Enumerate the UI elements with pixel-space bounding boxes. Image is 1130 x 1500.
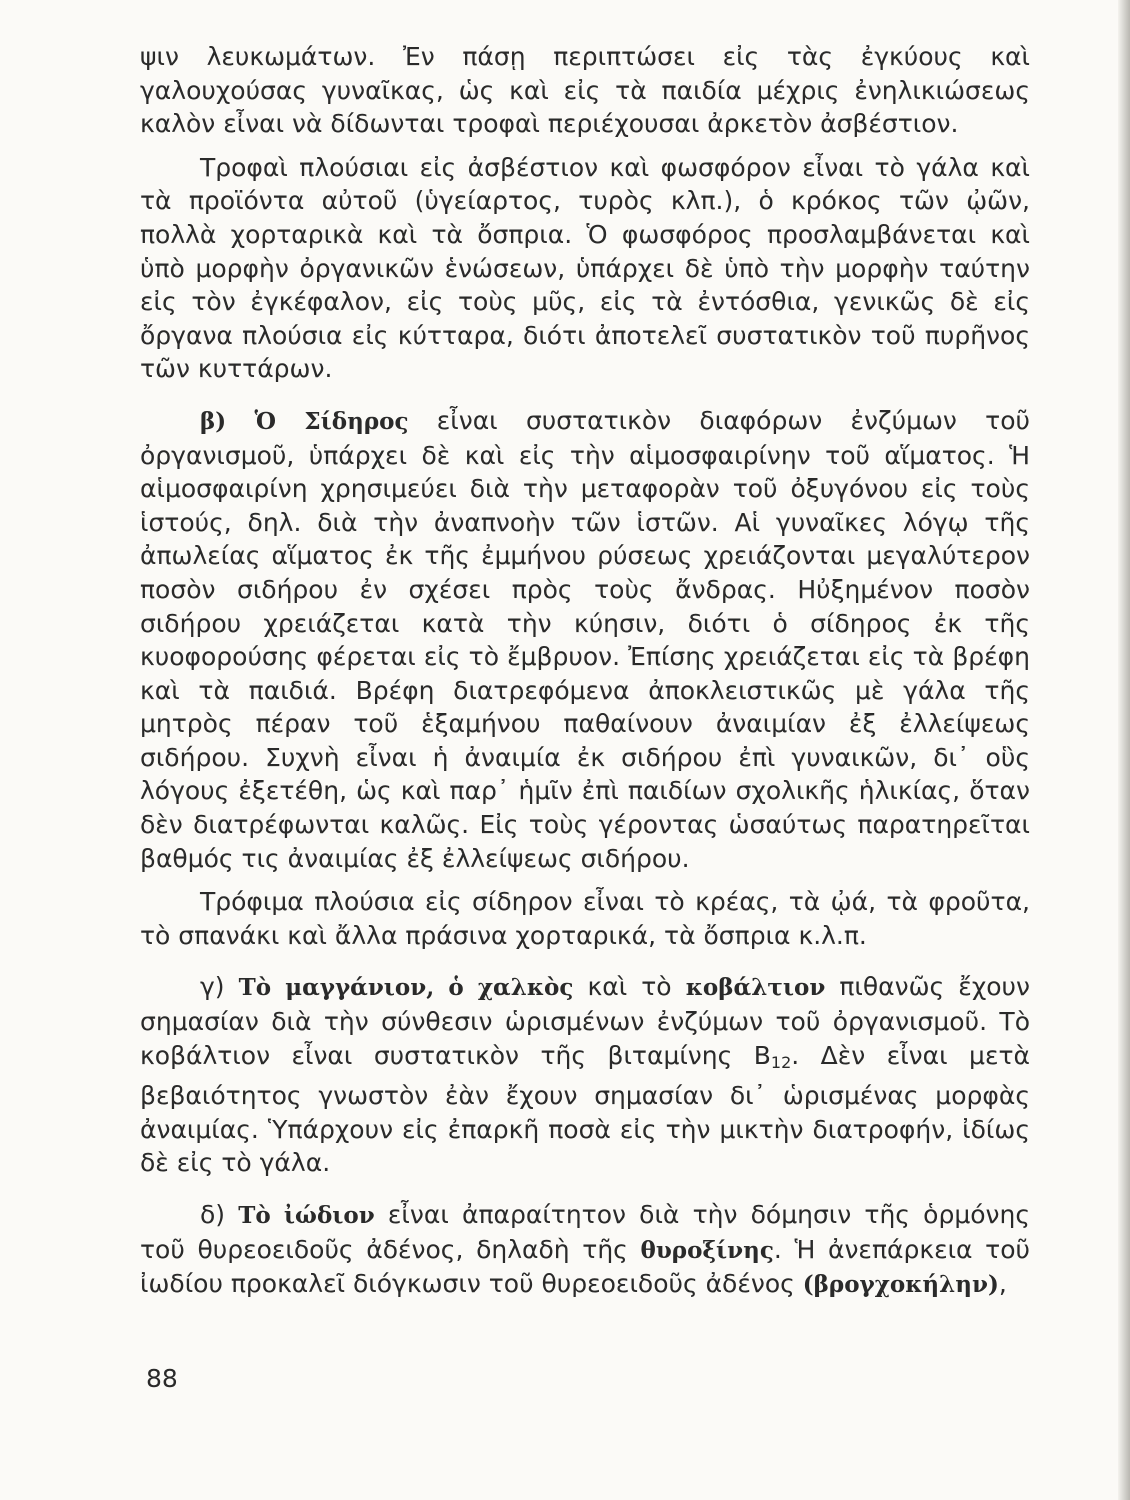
- section-heading-iron: β) Ὁ Σίδηρος: [200, 407, 409, 435]
- term-thyroxine: θυροξίνης: [640, 1236, 774, 1264]
- paragraph-iron-foods: Τρόφιμα πλούσια εἰς σίδηρον εἶναι τὸ κρέας, τὰ ᾠά, τὰ φροῦτα, τὸ σπανάκι καὶ ἄλλα πράσινα χορταρικά, τὰ ὄσπρια κ.λ.π.: [140, 887, 1030, 950]
- paragraph-iodine: [140, 1198, 1030, 1302]
- page-edge-shadow: [1118, 0, 1130, 1500]
- section-marker-delta: δ): [200, 1200, 239, 1229]
- paragraph-manganese-copper-cobalt: [140, 970, 1030, 1180]
- paragraph-iron: [140, 404, 1030, 875]
- paragraph-calcium-phosphorus-foods: Τροφαὶ πλούσιαι εἰς ἀσβέστιον καὶ φωσφόρον εἶναι τὸ γάλα καὶ τὰ προϊόντα αὐτοῦ (ὑγείαρτος, τυρὸς κλπ.), ὁ κρόκος τῶν ᾠῶν, πολλὰ χορταρικὰ καὶ τὰ ὄσπρια. Ὁ φωσφόρος προσλαμβάνεται καὶ ὑπὸ μορφὴν ὀργανικῶν ἑνώσεων, ὑπάρχει δὲ ὑπὸ τὴν μορφὴν ταύτην εἰς τὸν ἐγκέφαλον, εἰς τοὺς μῦς, εἰς τὰ ἐντόσθια, γενικῶς δὲ εἰς ὄργανα πλούσια εἰς κύτταρα, διότι ἀποτελεῖ συστατικὸν τοῦ πυρῆνος τῶν κυττάρων.: [140, 152, 1030, 384]
- connector-text: καὶ τὸ: [573, 972, 686, 1002]
- term-cobalt: κοβάλτιον: [685, 974, 826, 1002]
- paragraph-cobalt-text-a: πιθανῶς ἔχουν σημασίαν διὰ τὴν σύνθεσιν ὡρισμένων ἐνζύμων τοῦ ὀργανισμοῦ. Τὸ κοβάλτιον εἶναι συστατικὸν τῆς βιταμίνης B: [140, 972, 1030, 1070]
- paragraph-iron-text: εἶναι συστατικὸν διαφόρων ἐνζύμων τοῦ ὀργανισμοῦ, ὑπάρχει δὲ καὶ εἰς τὴν αἱμοσφαιρίνην τοῦ αἵματος. Ἡ αἱμοσφαιρίνη χρησιμεύει διὰ τὴν μεταφορὰν τοῦ ὀξυγόνου εἰς τοὺς ἱστούς, δηλ. διὰ τὴν ἀναπνοὴν τῶν ἱστῶν. Αἱ γυναῖκες λόγῳ τῆς ἀπωλείας αἵματος ἐκ τῆς ἐμμήνου ρύσεως χρειάζονται μεγαλύτερον ποσὸν σιδήρου ἐν σχέσει πρὸς τοὺς ἄνδρας. Ηὐξημένον ποσὸν σιδήρου χρειάζεται κατὰ τὴν κύησιν, διότι ὁ σίδηρος ἐκ τῆς κυοφορούσης φέρεται εἰς τὸ ἔμβρυον. Ἐπίσης χρειάζεται εἰς τὰ βρέφη καὶ τὰ παιδιά. Βρέφη διατρεφόμενα ἀποκλειστικῶς μὲ γάλα τῆς μητρὸς πέραν τοῦ ἑξαμήνου παθαίνουν ἀναιμίαν ἐξ ἐλλείψεως σιδήρου. Συχνὴ εἶναι ἡ ἀναιμία ἐκ σιδήρου ἐπὶ γυναικῶν, δι᾿ οὓς λόγους ἐξετέθη, ὡς καὶ παρ᾿ ἡμῖν ἐπὶ παιδίων σχολικῆς ἡλικίας, ὅταν δὲν διατρέφωνται καλῶς. Εἰς τοὺς γέροντας ὡσαύτως παρατηρεῖται βαθμός τις ἀναιμίας ἐξ ἐλλείψεως σιδήρου.: [140, 405, 1030, 873]
- paragraph-iodine-text-c: ,: [998, 1269, 1007, 1299]
- book-page: [140, 40, 1030, 1302]
- paragraph-calcium-intro: ψιν λευκωμάτων. Ἐν πάσῃ περιπτώσει εἰς τὰς ἐγκύους καὶ γαλουχούσας γυναῖκας, ὡς καὶ εἰς τὰ παιδία μέχρις ἐνηλικιώσεως καλὸν εἶναι νὰ δίδωνται τροφαὶ περιέχουσαι ἀρκετὸν ἀσβέστιον.: [140, 42, 1030, 139]
- vitamin-subscript: 12: [770, 1052, 792, 1072]
- paragraph-cobalt-text-b: . Δὲν εἶναι μετὰ βεβαιότητος γνωστὸν ἐὰν ἔχουν σημασίαν δι᾿ ὡρισμένας μορφὰς ἀναιμίας. Ὑπάρχουν εἰς ἐπαρκῆ ποσὰ εἰς τὴν μικτὴν διατροφήν, ἰδίως δὲ εἰς τὸ γάλα.: [140, 1040, 1030, 1178]
- page-number: 88: [146, 1364, 178, 1393]
- term-iodine: Τὸ ἰώδιον: [238, 1202, 375, 1229]
- term-manganese-copper: Τὸ μαγγάνιον, ὁ χαλκὸς: [238, 974, 574, 1002]
- paragraph-iodine-text-a: εἶναι ἀπαραίτητον διὰ τὴν δόμησιν τῆς ὁρμόνης τοῦ θυρεοειδοῦς ἀδένος, δηλαδὴ τῆς: [140, 1200, 1031, 1264]
- term-goiter: (βρογχοκήλην): [802, 1271, 999, 1299]
- paragraph-iodine-text-b: . Ἡ ἀνεπάρκεια τοῦ ἰωδίου προκαλεῖ διόγκωσιν τοῦ θυρεοειδοῦς ἀδένος: [140, 1234, 1030, 1299]
- section-marker-gamma: γ): [200, 972, 239, 1002]
